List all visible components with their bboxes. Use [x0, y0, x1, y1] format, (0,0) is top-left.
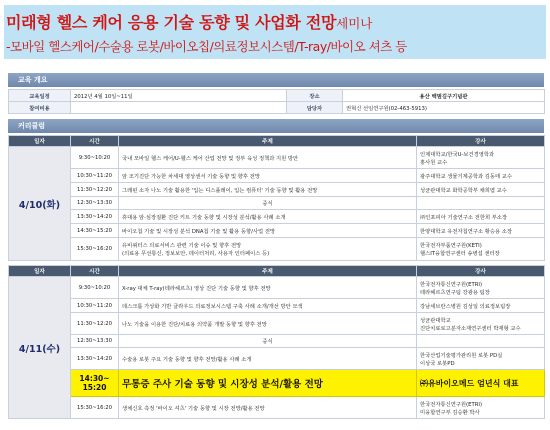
- time-cell: 14:30~15:20: [71, 224, 119, 238]
- overview-value: 용산 백범김구기념관: [343, 90, 545, 102]
- column-header: 주제: [119, 266, 417, 277]
- overview-value: 2012년 4월 10일~11일: [71, 90, 287, 102]
- overview-label: 장소: [287, 90, 343, 102]
- lunch-cell: 중식: [119, 197, 417, 210]
- table-row: [9, 397, 545, 419]
- speaker-cell: 한국전자부품연구원(KETI) 헬스IT융합연구센터 송병섭 센터장: [417, 238, 545, 261]
- overview-label: 참여비용: [9, 102, 71, 114]
- topic-cell: 바이오칩 기술 및 시장성 분석 DNA칩 기술 및 활용 동향/사업 전망: [119, 224, 417, 238]
- speaker-cell: 광주대학교 생물기계공학과 김동태 교수: [417, 169, 545, 183]
- table-row: [9, 299, 545, 313]
- overview-label: 교육일정: [9, 90, 71, 102]
- speaker-cell: 한국산업기술평가관리원 로봇 PD실 이상국 로봇PD: [417, 348, 545, 370]
- time-cell: 11:30~12:20: [71, 183, 119, 197]
- overview-value: 권혁신 선임연구원(02-463-5913): [343, 102, 545, 114]
- time-cell: 9:30~10:20: [71, 147, 119, 169]
- table-row: [9, 335, 545, 348]
- topic-cell: 수술용 로봇 주요 기술 동향 및 향후 전망/활용 사례 소개: [119, 348, 417, 370]
- topic-cell: 데스크톱 가상화 기반 클라우드 의료정보시스템 구축 사례 소개/개선 방안 모색: [119, 299, 417, 313]
- table-row: [9, 169, 545, 183]
- topic-cell: 암 조기진단 가능한 차세대 영상센서 기술 동향 및 향후 전망: [119, 169, 417, 183]
- speaker-cell: ㈜인포피아 기술연구소 전한희 부소장: [417, 210, 545, 224]
- table-row: [9, 197, 545, 210]
- time-cell: 12:30~13:30: [71, 335, 119, 348]
- speaker-cell: 한양대학교 유전자칩연구소 황승용 소장: [417, 224, 545, 238]
- topic-cell: 무통증 주사 기술 동향 및 시장성 분석/활용 전망: [119, 370, 417, 397]
- topic-cell: 유비쿼터스 의료서비스 관련 기술 이슈 및 향후 전망 (의료용 무선통신, 정보보안, 데이터처리, 사용자 인터페이스 등): [119, 238, 417, 261]
- speaker-cell: 강남세브란스병원 김성일 의료정보팀장: [417, 299, 545, 313]
- overview-row: [9, 102, 545, 114]
- overview-row: [9, 90, 545, 102]
- lunch-cell: 중식: [119, 335, 417, 348]
- overview-table: [8, 89, 545, 114]
- speaker-cell: [417, 335, 545, 348]
- title-line: [6, 10, 372, 33]
- topic-cell: 휴대용 암·심장질환 진단 키트 기술 동향 및 시장성 분석/활용 사례 소개: [119, 210, 417, 224]
- speaker-cell: [417, 197, 545, 210]
- column-header: 일자: [9, 266, 71, 277]
- overview-label: 담당자: [287, 102, 343, 114]
- table-row: [9, 313, 545, 335]
- speaker-cell: 성균관대학교 화학공학부 채희엽 교수: [417, 183, 545, 197]
- page-title: 미래형 헬스 케어 응용 기술 동향 및 사업화 전망: [6, 13, 337, 32]
- time-cell: 14:30~ 15:20: [71, 370, 119, 397]
- title-subtitle-line: [6, 36, 407, 55]
- overview-value: [71, 102, 287, 114]
- table-row: [9, 277, 545, 299]
- day-cell: 4/10(화): [9, 147, 71, 261]
- time-cell: 11:30~12:20: [71, 313, 119, 335]
- speaker-cell: 한국전자통신연구원(ETRI) 미융합연구부 김승환 박사: [417, 397, 545, 419]
- column-header: 시간: [71, 136, 119, 147]
- time-cell: 15:30~16:20: [71, 397, 119, 419]
- speaker-cell: 성균관대학교 진단치료로고분자소재연구센터 박재형 교수: [417, 313, 545, 335]
- title-suffix: 세미나: [336, 16, 373, 31]
- column-header: 일자: [9, 136, 71, 147]
- title-banner: [4, 5, 546, 59]
- topic-cell: 국내 모바일 헬스 케어/U-헬스 케어 산업 전망 및 정부 육성 정책과 지원 방안: [119, 147, 417, 169]
- table-row: [9, 224, 545, 238]
- day2-table: [8, 265, 545, 419]
- table-header-row: [9, 266, 545, 277]
- time-cell: 15:30~16:20: [71, 238, 119, 261]
- table-row: [9, 348, 545, 370]
- table-row: [9, 238, 545, 261]
- speaker-cell: 인제대학교/한국U-보건경영학과 홍사원 교수: [417, 147, 545, 169]
- column-header: 강사: [417, 136, 545, 147]
- table-row: [9, 210, 545, 224]
- time-cell: 12:30~13:30: [71, 197, 119, 210]
- curriculum-section-header: 커리큘럼: [8, 119, 544, 133]
- time-cell: 9:30~10:20: [71, 277, 119, 299]
- time-cell: 13:30~14:20: [71, 210, 119, 224]
- column-header: 주제: [119, 136, 417, 147]
- day-cell: 4/11(수): [9, 277, 71, 419]
- column-header: 시간: [71, 266, 119, 277]
- topic-cell: X-ray 대체 T-ray(테라헤르츠) 영상 진단 기술 동향 및 향후 전망: [119, 277, 417, 299]
- topic-cell: 그래핀 소자 나노 기술 활용한 '입는 디스플레이, 입는 컴퓨터' 기술 동향 및 활용 전망: [119, 183, 417, 197]
- speaker-cell: ㈜유바이오메드 엄년식 대표: [417, 370, 545, 397]
- column-header: 강사: [417, 266, 545, 277]
- time-cell: 13:30~14:20: [71, 348, 119, 370]
- topic-cell: 나노 기술을 이용한 진단/치료용 의약품 개발 동향 및 향후 전망: [119, 313, 417, 335]
- highlighted-row: [9, 370, 545, 397]
- speaker-cell: 한국전자통신연구원(ETRI) 테라헤르츠연구팀 강광용 팀장: [417, 277, 545, 299]
- table-header-row: [9, 136, 545, 147]
- table-row: [9, 183, 545, 197]
- time-cell: 10:30~11:20: [71, 299, 119, 313]
- overview-section-header: 교육 개요: [8, 73, 544, 87]
- page-subtitle: -모바일 헬스케어/수술용 로봇/바이오칩/의료정보시스템/T-ray/바이오 셔츠 등: [6, 39, 407, 54]
- table-row: [9, 147, 545, 169]
- topic-cell: 생체신호 측정 '바이오 셔츠' 기술 동향 및 시장 전망/활용 전망: [119, 397, 417, 419]
- day1-table: [8, 135, 545, 261]
- time-cell: 10:30~11:20: [71, 169, 119, 183]
